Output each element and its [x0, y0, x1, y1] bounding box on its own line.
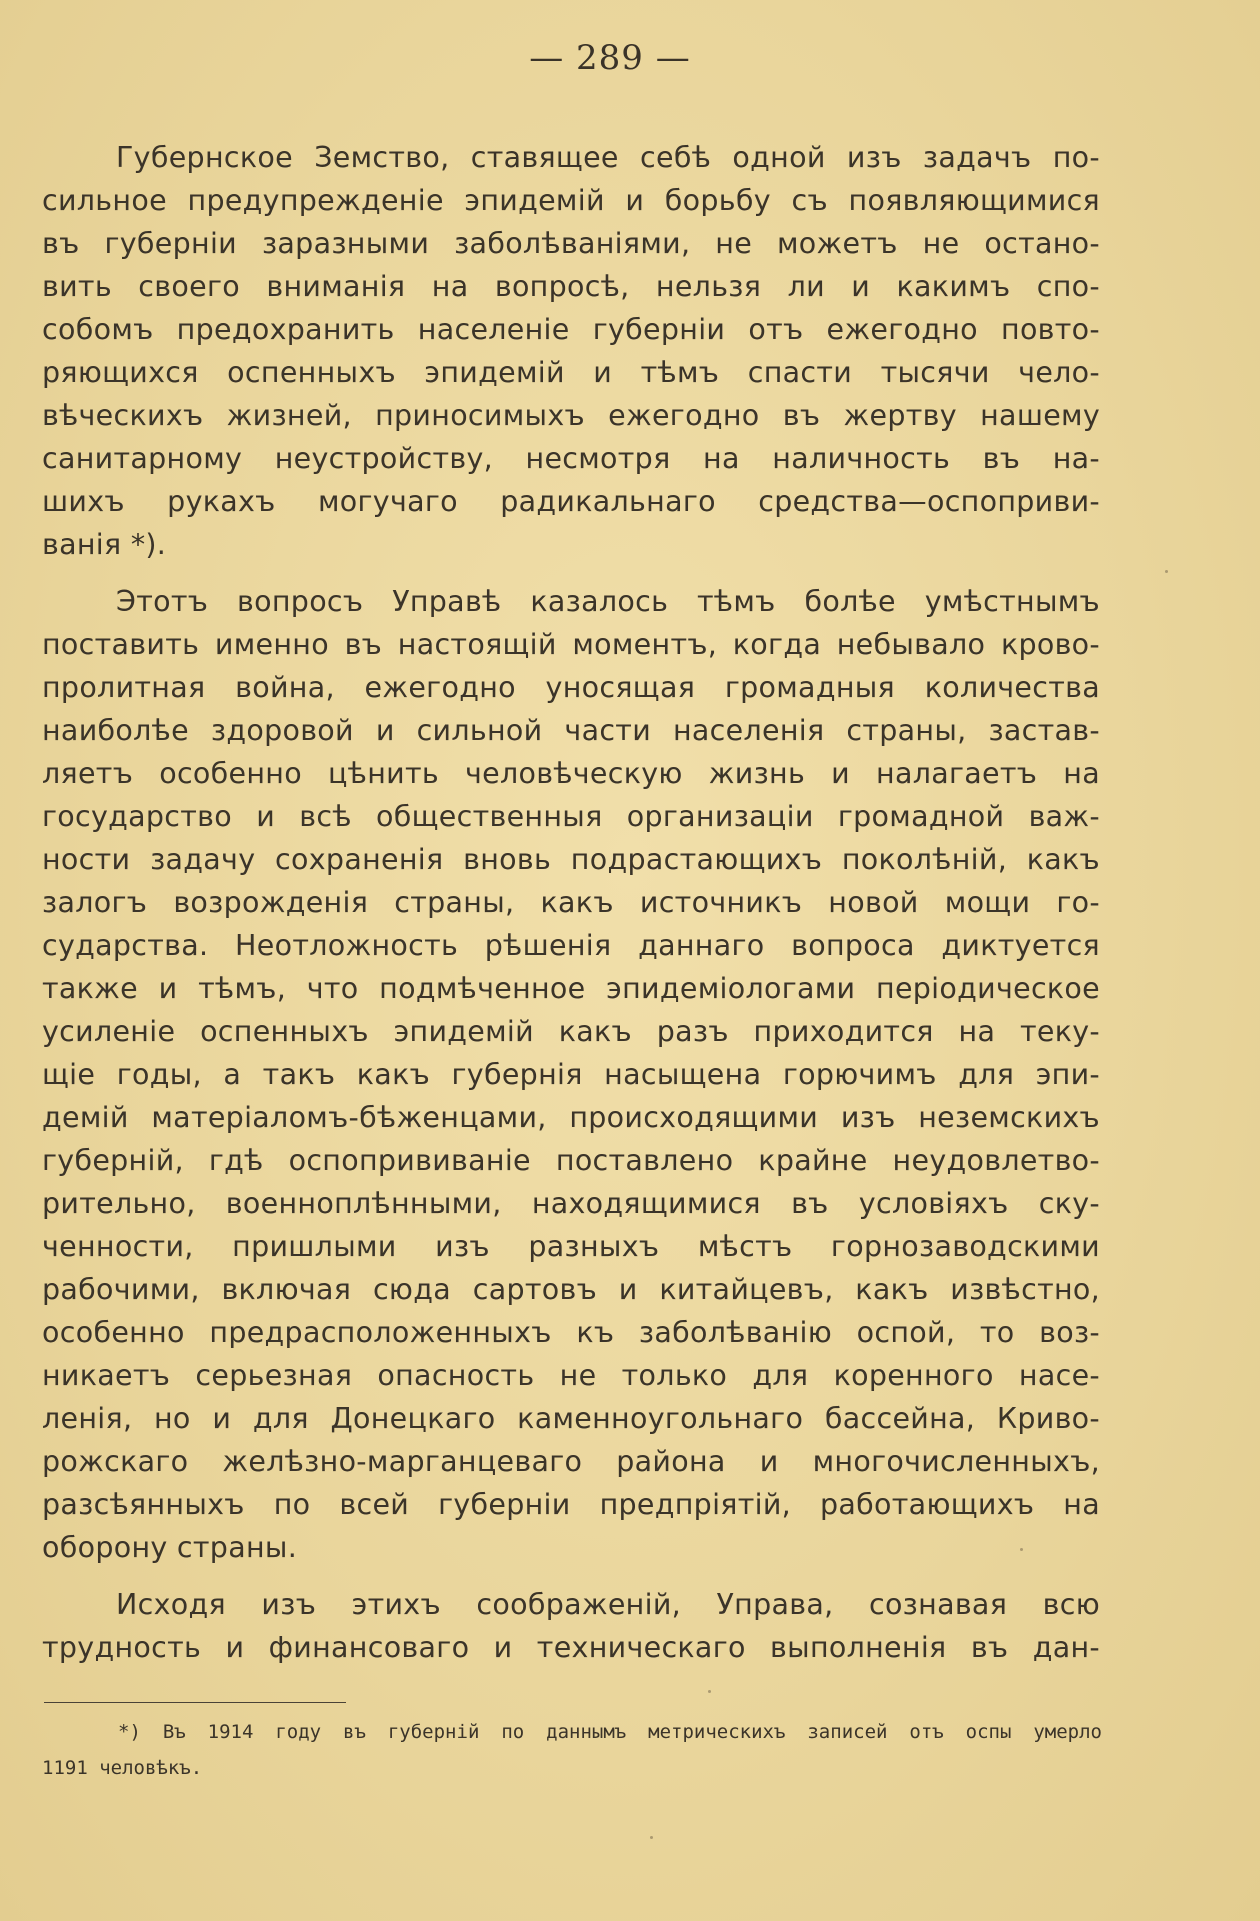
text-line: щіе годы, а такъ какъ губернія насыщена горючимъ для эпи-	[42, 1058, 1100, 1091]
footnote-line: 1191 человѣкъ.	[42, 1757, 203, 1779]
paragraph-3	[42, 1583, 1100, 1669]
text-line: усиленіе оспенныхъ эпидемій какъ разъ приходится на теку-	[42, 1015, 1100, 1048]
text-line: Губернское Земство, ставящее себѣ одной изъ задачъ по-	[116, 141, 1100, 174]
text-line: пролитная война, ежегодно уносящая громадныя количества	[42, 671, 1100, 704]
text-line: рительно, военноплѣнными, находящимися въ условіяхъ ску-	[42, 1187, 1100, 1220]
footnote-divider	[44, 1702, 346, 1703]
text-line: собомъ предохранить населеніе губерніи отъ ежегодно повто-	[42, 313, 1100, 346]
text-line: демій матеріаломъ-бѣженцами, происходящими изъ неземскихъ	[42, 1101, 1100, 1134]
text-line: сударства. Неотложность рѣшенія даннаго вопроса диктуется	[42, 929, 1100, 962]
text-line: Этотъ вопросъ Управѣ казалось тѣмъ болѣе умѣстнымъ	[116, 585, 1100, 618]
paper-speck	[1165, 570, 1168, 573]
text-line: разсѣянныхъ по всей губерніи предпріятій, работающихъ на	[42, 1488, 1100, 1521]
text-line: залогъ возрожденія страны, какъ источникъ новой мощи го-	[42, 886, 1100, 919]
footnote	[42, 1714, 1102, 1786]
paper-speck	[650, 1836, 653, 1839]
text-line: губерній, гдѣ оспопрививаніе поставлено крайне неудовлетво-	[42, 1144, 1100, 1177]
text-line: ряющихся оспенныхъ эпидемій и тѣмъ спасти тысячи чело-	[42, 356, 1100, 389]
text-line: рабочими, включая сюда сартовъ и китайцевъ, какъ извѣстно,	[42, 1273, 1100, 1306]
text-line: ленія, но и для Донецкаго каменноугольнаго бассейна, Криво-	[42, 1402, 1100, 1435]
paper-speck	[1020, 1548, 1023, 1551]
text-line: государство и всѣ общественныя организаціи громадной важ-	[42, 800, 1100, 833]
text-line: также и тѣмъ, что подмѣченное эпидеміологами періодическое	[42, 972, 1100, 1005]
text-line: особенно предрасположенныхъ къ заболѣванію оспой, то воз-	[42, 1316, 1100, 1349]
text-line: въ губерніи заразными заболѣваніями, не можетъ не остано-	[42, 227, 1100, 260]
text-line: вить своего вниманія на вопросѣ, нельзя ли и какимъ спо-	[42, 270, 1100, 303]
text-line: никаетъ серьезная опасность не только для коренного насе-	[42, 1359, 1100, 1392]
text-line: рожскаго желѣзно-марганцеваго района и многочисленныхъ,	[42, 1445, 1100, 1478]
paragraph-2	[42, 580, 1100, 1569]
paragraph-1	[42, 136, 1100, 566]
text-line: ности задачу сохраненія вновь подрастающихъ поколѣній, какъ	[42, 843, 1100, 876]
text-line: поставить именно въ настоящій моментъ, когда небывало крово-	[42, 628, 1100, 661]
text-line: ванія *).	[42, 528, 167, 561]
text-line: наиболѣе здоровой и сильной части населенія страны, застав-	[42, 714, 1100, 747]
text-line: оборону страны.	[42, 1531, 298, 1564]
text-line: сильное предупрежденіе эпидемій и борьбу съ появляющимися	[42, 184, 1100, 217]
footnote-line: *) Въ 1914 году въ губерній по даннымъ метрическихъ записей отъ оспы умерло	[118, 1721, 1102, 1743]
page-number: — 289 —	[529, 38, 691, 78]
text-line: трудность и финансоваго и техническаго выполненія въ дан-	[42, 1631, 1100, 1664]
text-line: ченности, пришлыми изъ разныхъ мѣстъ горнозаводскими	[42, 1230, 1100, 1263]
text-line: шихъ рукахъ могучаго радикальнаго средства—оспоприви-	[42, 485, 1100, 518]
text-line: вѣческихъ жизней, приносимыхъ ежегодно въ жертву нашему	[42, 399, 1100, 432]
body-text	[42, 136, 1100, 1683]
paper-speck	[708, 1690, 711, 1693]
text-line: Исходя изъ этихъ соображеній, Управа, сознавая всю	[116, 1588, 1100, 1621]
text-line: ляетъ особенно цѣнить человѣческую жизнь и налагаетъ на	[42, 757, 1100, 790]
text-line: санитарному неустройству, несмотря на наличность въ на-	[42, 442, 1100, 475]
